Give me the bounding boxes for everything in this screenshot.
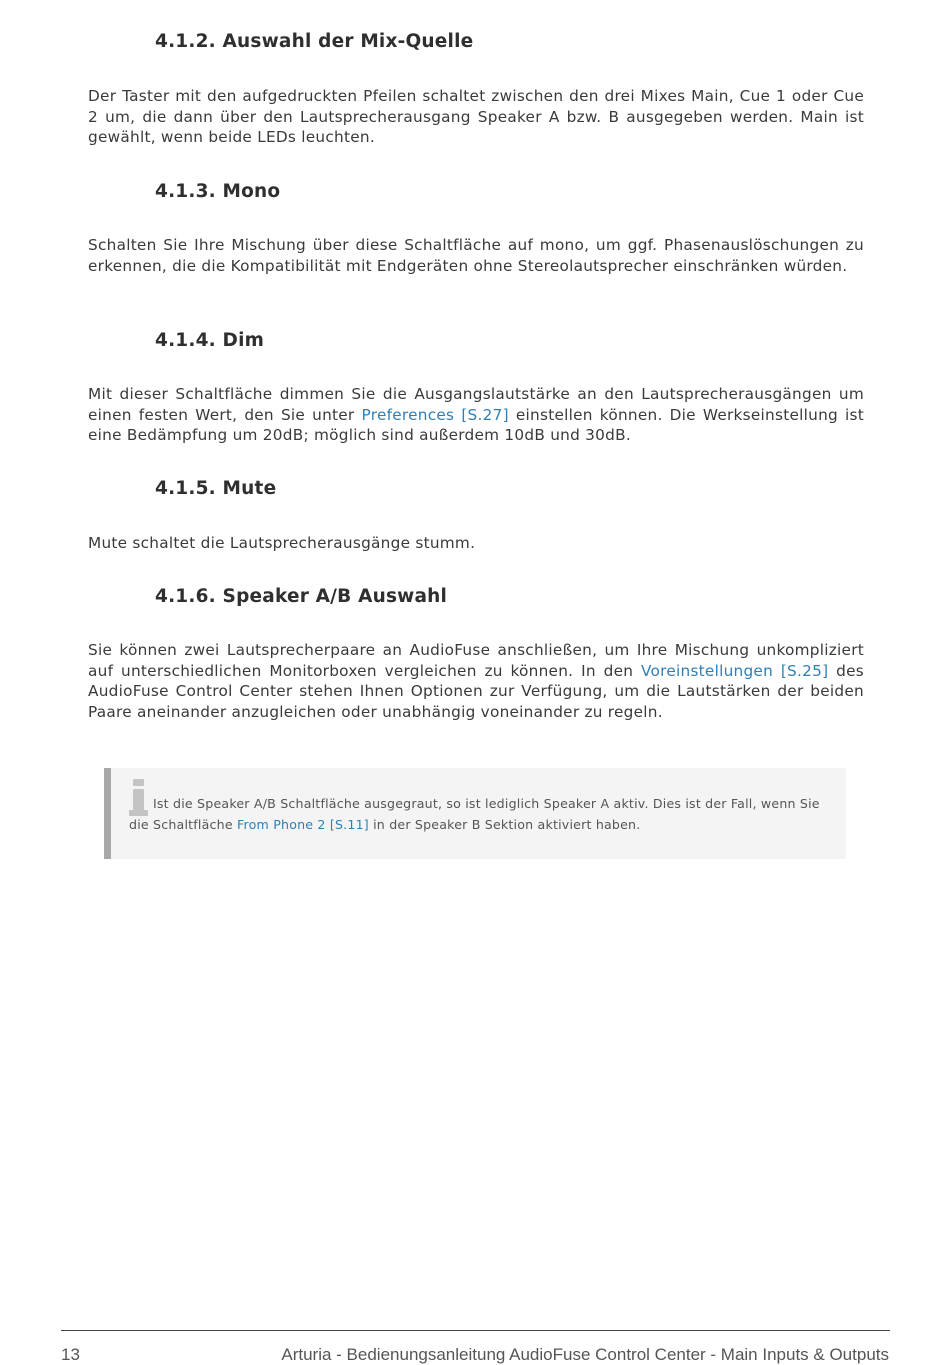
note-text-1: Ist die Speaker A/B Schaltfläche ausgegraut, so ist lediglich Speaker A aktiv. Dies ist der Fall, wenn Sie die Schaltfläche: [129, 796, 820, 832]
footer-divider: [61, 1330, 890, 1331]
from-phone-2-link[interactable]: From Phone 2 [S.11]: [237, 817, 369, 832]
note-accent-bar: [104, 768, 111, 859]
note-text-2: in der Speaker B Sektion aktiviert haben.: [368, 817, 641, 832]
heading-mix-source: 4.1.2. Auswahl der Mix-Quelle: [155, 31, 474, 52]
voreinstellungen-link[interactable]: Voreinstellungen [S.25]: [641, 661, 829, 680]
paragraph-speaker-ab-text-1: Sie können zwei Lautsprecherpaare an AudioFuse anschließen, um Ihre Mischung unkompliziert auf unterschiedlichen Monitorboxen vergleichen zu können. In den: [88, 641, 864, 680]
note-text: [129, 793, 829, 835]
heading-speaker-ab: 4.1.6. Speaker A/B Auswahl: [155, 586, 448, 607]
heading-dim: 4.1.4. Dim: [155, 330, 265, 351]
paragraph-mono: Schalten Sie Ihre Mischung über diese Schaltfläche auf mono, um ggf. Phasenauslöschungen zu erkennen, die die Kompatibilität mit Endgeräten ohne Stereolautsprecher einschränken würden.: [88, 236, 864, 275]
heading-mute: 4.1.5. Mute: [155, 478, 277, 499]
heading-mono: 4.1.3. Mono: [155, 181, 281, 202]
paragraph-dim-text-2: einstellen können. Die Werkseinstellung ist eine Bedämpfung um 20dB; möglich sind außerdem 10dB und 30dB.: [88, 405, 865, 445]
footer-page-number: 13: [61, 1345, 80, 1364]
paragraph-mix-source: Der Taster mit den aufgedruckten Pfeilen schaltet zwischen den drei Mixes Main, Cue 1 oder Cue 2 um, die dann über den Lautsprecherausgang Speaker A bzw. B ausgegeben werden. Main ist gewählt, wenn beide LEDs leuchten.: [88, 87, 864, 147]
paragraph-mute: Mute schaltet die Lautsprecherausgänge stumm.: [88, 534, 476, 552]
paragraph-speaker-ab: [88, 640, 864, 723]
footer-title: Arturia - Bedienungsanleitung AudioFuse Control Center - Main Inputs & Outputs: [281, 1345, 889, 1364]
paragraph-speaker-ab-text-2: des AudioFuse Control Center stehen Ihnen Optionen zur Verfügung, um die Lautstärken der beiden Paare aneinander anzugleichen oder unabhängig voneinander zu regeln.: [88, 661, 864, 722]
preferences-link[interactable]: Preferences [S.27]: [361, 405, 509, 424]
info-note-box: [104, 768, 846, 859]
paragraph-dim: [88, 384, 864, 446]
paragraph-dim-text-1: Mit dieser Schaltfläche dimmen Sie die Ausgangslautstärke an den Lautsprecherausgängen um einen festen Wert, den Sie unter: [88, 385, 864, 424]
